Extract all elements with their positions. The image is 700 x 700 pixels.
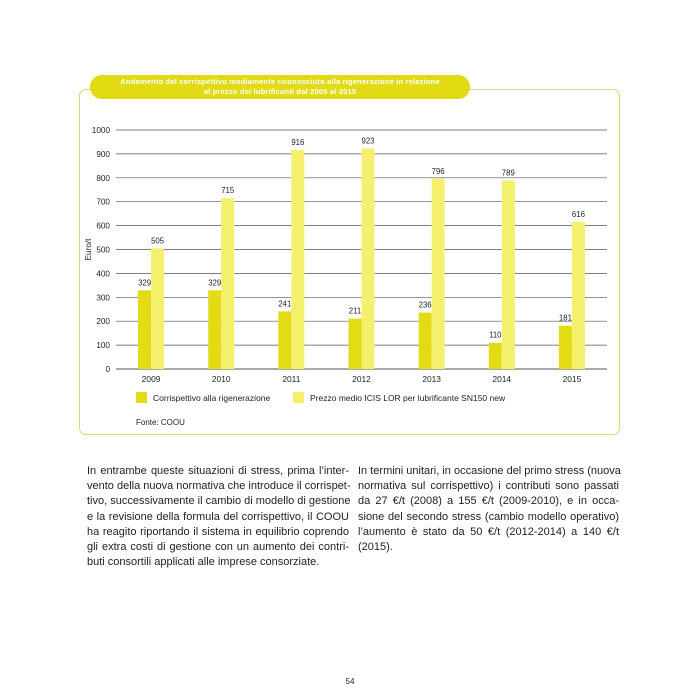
- y-tick-label: 100: [96, 341, 110, 351]
- data-label: 616: [571, 209, 585, 219]
- text-line: da 27 €/t (2008) a 155 €/t (2009-2010), e in occa-: [358, 495, 619, 508]
- text-line: e la revisione della formula del corrispettivo, il COOU: [87, 510, 349, 523]
- data-label: 923: [361, 136, 375, 146]
- data-label: 181: [558, 313, 572, 323]
- y-axis-label: Euro/t: [84, 238, 93, 261]
- data-label: 789: [501, 168, 515, 178]
- data-label: 241: [278, 299, 292, 309]
- y-tick-label: 600: [96, 221, 110, 231]
- text-line: In termini unitari, in occasione del primo stress (nuova: [358, 465, 621, 477]
- y-tick-label: 500: [96, 245, 110, 255]
- text-line: buti consortili applicati alle imprese consorziate.: [87, 556, 320, 569]
- data-label: 329: [208, 278, 222, 288]
- bar: [432, 179, 445, 369]
- y-tick-label: 1000: [91, 126, 110, 135]
- legend-item-corrispettivo: [136, 392, 270, 403]
- y-tick-label: 300: [96, 293, 110, 303]
- text-line: sione del secondo stress (cambio modello operativo): [358, 510, 619, 523]
- data-label: 236: [418, 300, 432, 310]
- x-tick-label: 2010: [211, 374, 231, 384]
- y-tick-label: 700: [96, 197, 110, 207]
- data-label: 110: [489, 330, 502, 340]
- y-tick-label: 0: [105, 365, 110, 374]
- legend-label-corrispettivo: Corrispettivo alla rigenerazione: [153, 392, 271, 403]
- text-line: In entrambe queste situazioni di stress, prima l’inter-: [87, 465, 349, 477]
- text-line: tivo, successivamente il cambio di modello di gestione: [87, 495, 351, 508]
- bar: [559, 326, 572, 369]
- text-line: normativa sul corrispettivo) i contributi sono passati: [358, 480, 619, 493]
- chart-title-line-1: Andamento del corrispettivo mediamente riconosciuto alla rigenerazione in relazione: [120, 77, 440, 86]
- legend-item-prezzo: [293, 392, 505, 403]
- text-line: vento della nuova normativa che introduce il corrispet-: [87, 480, 351, 493]
- page-number: 54: [345, 677, 355, 686]
- text-line: ha reagito riportando il sistema in equilibrio coprendo: [87, 525, 349, 538]
- legend-swatch-corrispettivo: [136, 392, 147, 403]
- x-tick-label: 2009: [141, 374, 161, 384]
- data-label: 796: [431, 166, 445, 176]
- text-line: l’aumento è stato da 50 €/t (2012-2014) a 140 €/t: [358, 525, 619, 538]
- text-line: gli extra costi di gestione con un aumento dei contri-: [87, 541, 349, 554]
- bar: [362, 148, 375, 369]
- bar: [138, 290, 151, 369]
- bar: [208, 290, 221, 369]
- data-label: 715: [221, 186, 235, 196]
- chart-source: Fonte: COOU: [136, 418, 185, 427]
- x-tick-label: 2013: [422, 374, 441, 384]
- data-label: 505: [151, 236, 165, 246]
- chart-title-line-2: al prezzo dei lubrificanti dal 2009 al 2015: [203, 87, 357, 96]
- y-tick-label: 200: [96, 317, 110, 327]
- chart-title-banner: [90, 75, 470, 99]
- bar: [291, 150, 304, 369]
- x-tick-label: 2015: [562, 374, 582, 384]
- bar: [419, 313, 432, 369]
- data-label: 916: [291, 138, 305, 148]
- bar: [572, 222, 585, 369]
- bar: [278, 311, 291, 369]
- text-line: (2015).: [358, 541, 393, 554]
- bar: [489, 343, 502, 369]
- x-tick-label: 2011: [282, 374, 301, 384]
- x-tick-label: 2014: [492, 374, 512, 384]
- bar: [221, 198, 234, 369]
- body-text-left: [87, 464, 349, 570]
- x-tick-label: 2012: [352, 374, 371, 384]
- data-label: 211: [348, 306, 362, 316]
- y-tick-label: 800: [96, 173, 110, 183]
- legend-label-prezzo: Prezzo medio ICIS LOR per lubrificante SN150 new: [310, 392, 506, 403]
- bar-chart: [80, 122, 620, 392]
- body-text-right: [358, 464, 619, 555]
- legend-swatch-prezzo: [293, 392, 304, 403]
- bar: [349, 319, 362, 369]
- bar: [151, 248, 164, 369]
- bar: [502, 180, 515, 369]
- y-tick-label: 900: [96, 149, 110, 159]
- data-label: 329: [138, 278, 152, 288]
- y-tick-label: 400: [96, 269, 110, 279]
